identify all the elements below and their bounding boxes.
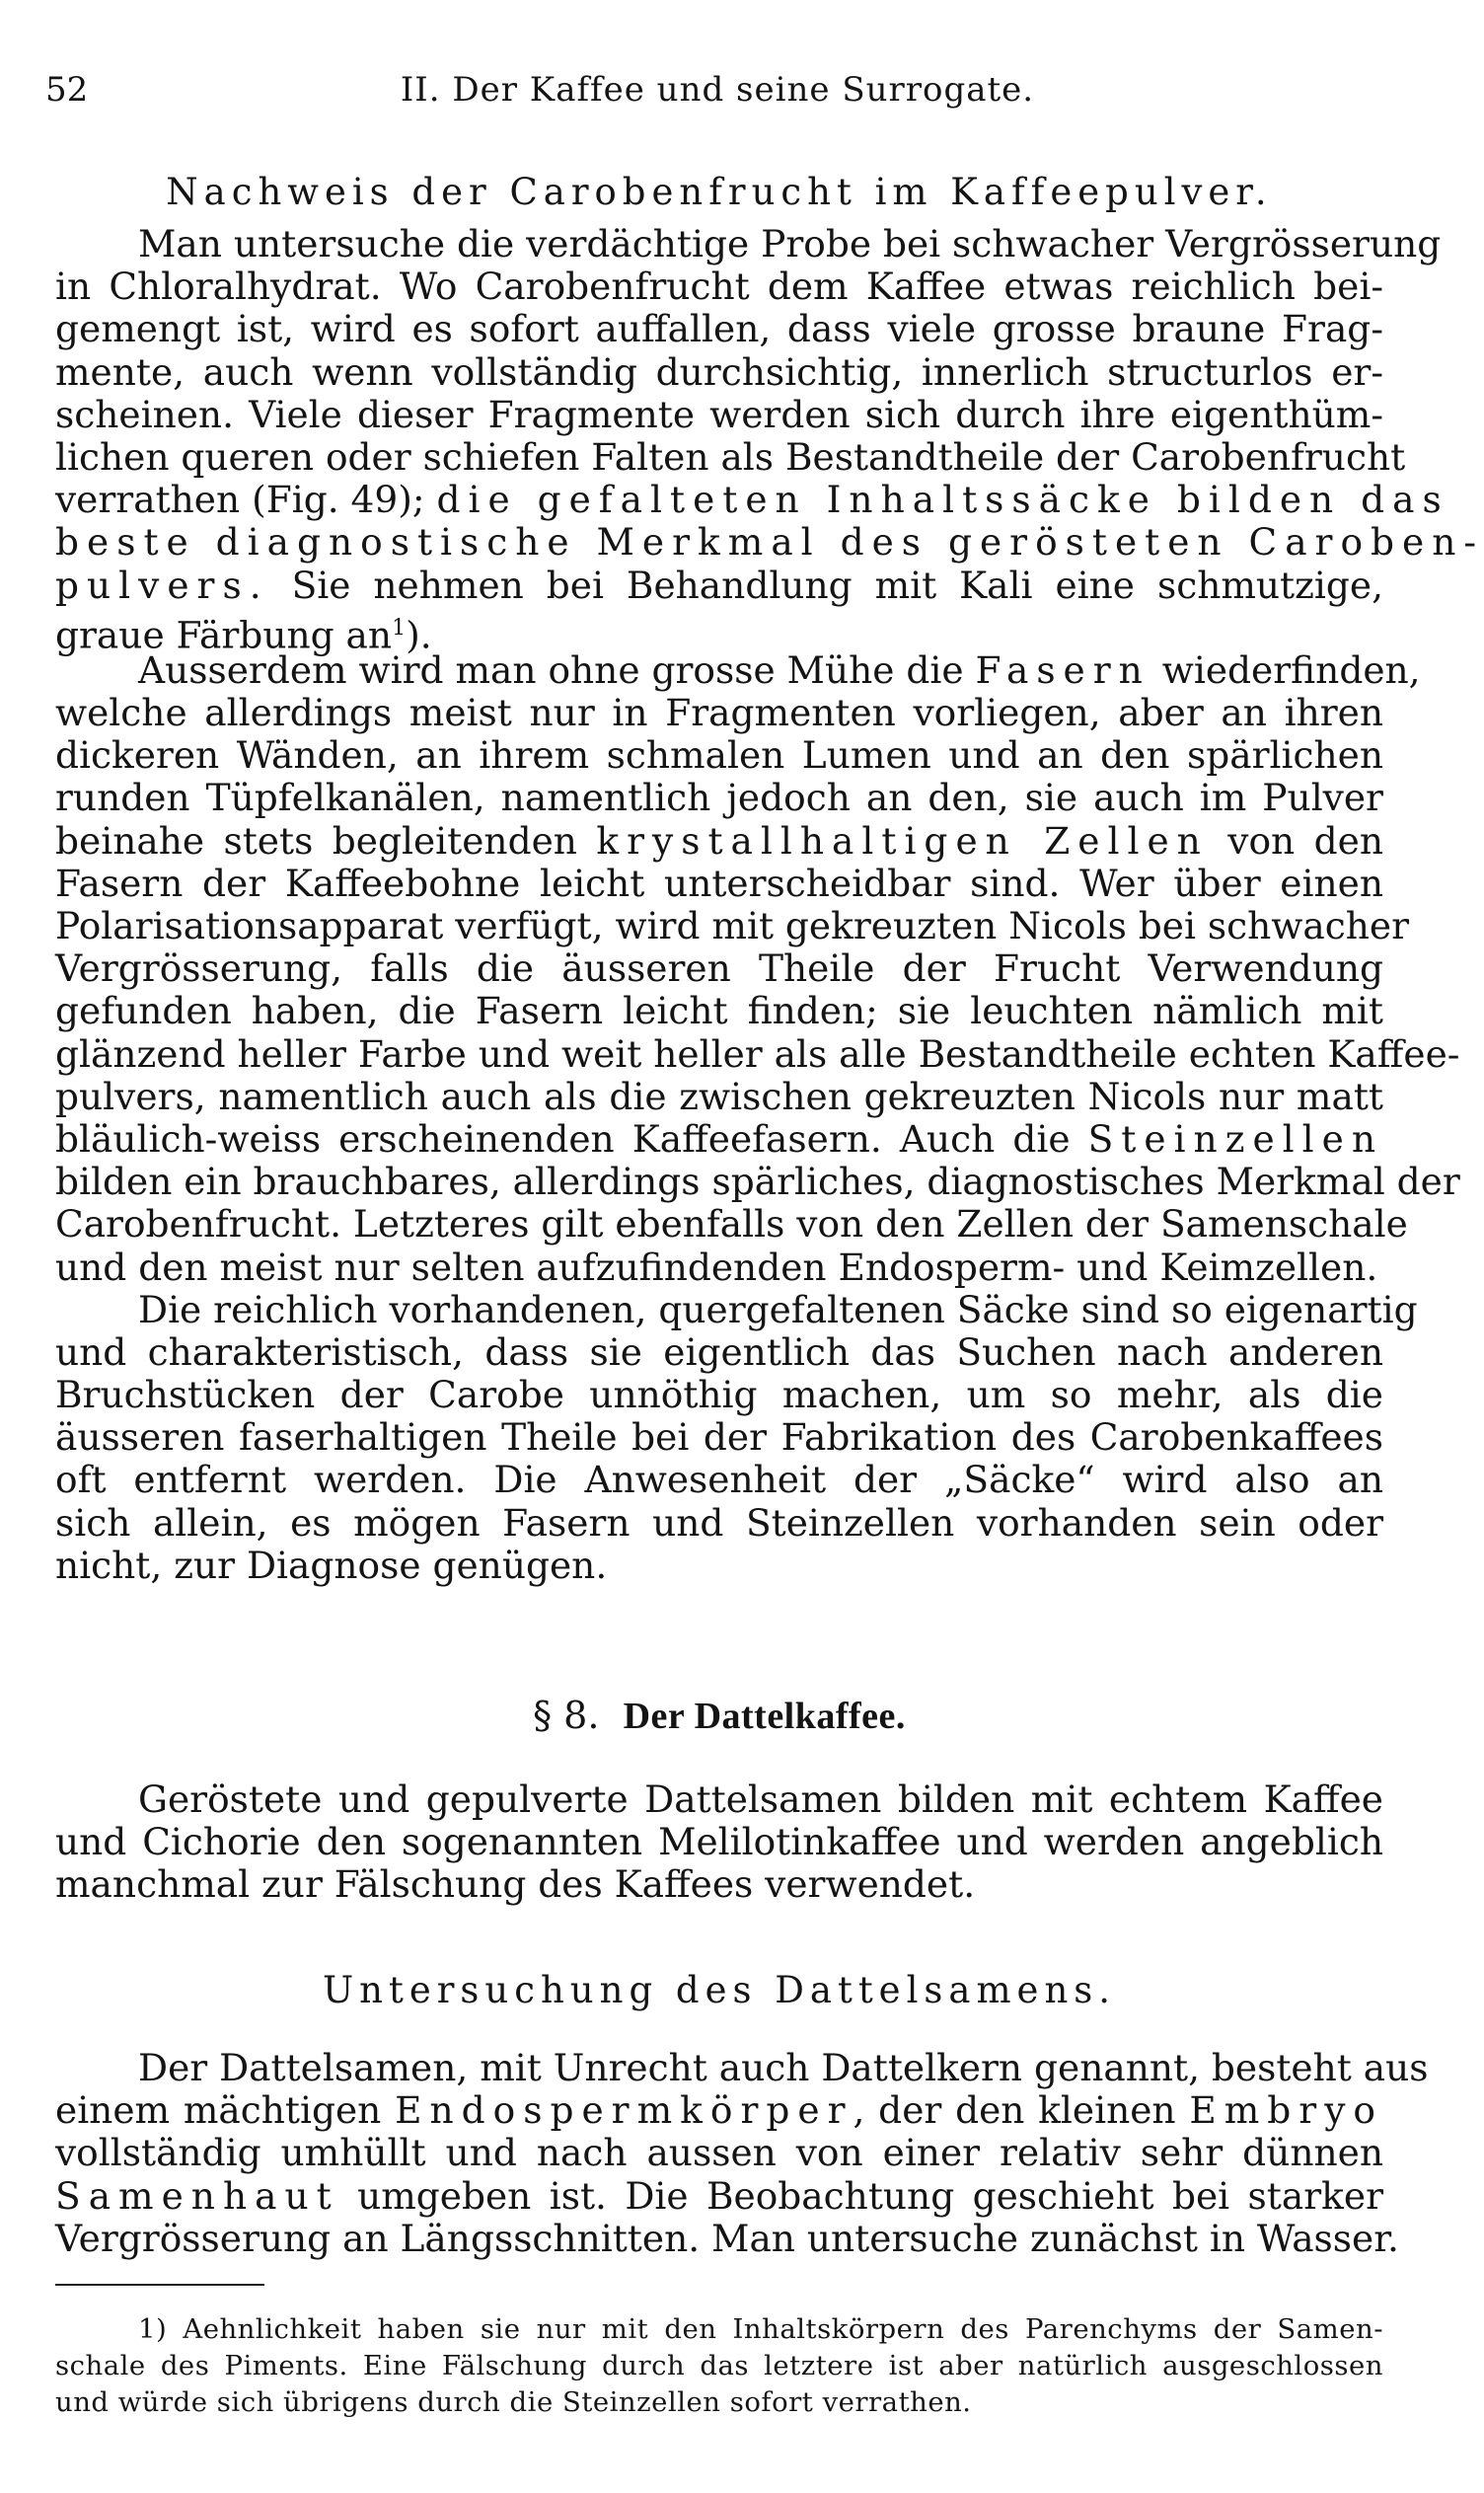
text-line: Man untersuche die verdächtige Probe bei schwacher Vergrösserung — [138, 222, 1442, 265]
text-line: dickeren Wänden, an ihrem schmalen Lumen und an den spärlichen — [55, 733, 1383, 778]
text-line: Fasern der Kaffeebohne leicht unterscheidbar sind. Wer über einen — [55, 861, 1383, 905]
text-line: gemengt ist, wird es sofort auffallen, dass viele grosse braune Frag- — [55, 307, 1383, 351]
text-line: Die reichlich vorhandenen, quergefaltenen Säcke sind so eigenartig — [138, 1287, 1418, 1331]
text-run: bläulich-weiss erscheinenden Kaffeefasern. Auch die — [55, 1116, 1088, 1161]
footnote-line: schale des Piments. Eine Fälschung durch das letztere ist aber natürlich ausgeschlossen — [55, 2350, 1383, 2381]
text-line: pulvers, namentlich auch als die zwischen gekreuzten Nicols nur matt — [55, 1074, 1383, 1118]
spaced-emphasis: krystallhaltigen Zellen — [596, 818, 1209, 863]
text-run: Ausserdem wird man ohne grosse Mühe die — [138, 647, 976, 692]
carob-heading: Nachweis der Carobenfrucht im Kaffeepulver. — [166, 171, 1273, 213]
spaced-emphasis: pulvers. — [55, 563, 269, 607]
text-run: graue Färbung an — [55, 613, 393, 657]
text-line: und den meist nur selten aufzufindenden Endosperm- und Keimzellen. — [55, 1245, 1378, 1289]
spaced-emphasis: die gefalteten Inhaltssäcke bilden das — [436, 478, 1449, 522]
text-line — [55, 820, 1383, 863]
text-line — [55, 520, 1484, 565]
running-head: II. Der Kaffee und seine Surrogate. — [400, 70, 1035, 110]
text-line: mente, auch wenn vollständig durchsichtig, innerlich structurlos er- — [55, 349, 1383, 394]
text-run: umgeben ist. Die Beobachtung geschieht bei starker — [338, 2173, 1383, 2218]
text-line: Vergrösserung an Längsschnitten. Man untersuche zunächst in Wasser. — [55, 2216, 1399, 2260]
text-run: Sie nehmen bei Behandlung mit Kali eine schmutzige, — [268, 563, 1383, 607]
text-run: ). — [406, 613, 432, 657]
text-line: Bruchstücken der Carobe unnöthig machen, um so mehr, als die — [55, 1373, 1383, 1417]
text-line: äusseren faserhaltigen Theile bei der Fabrikation des Carobenkaffees — [55, 1415, 1383, 1460]
section-intro — [55, 1778, 1383, 1907]
text-line: Carobenfrucht. Letzteres gilt ebenfalls von den Zellen der Samenschale — [55, 1202, 1408, 1246]
text-line: nicht, zur Diagnose genügen. — [55, 1543, 608, 1587]
spaced-emphasis: Steinzellen — [1087, 1116, 1383, 1161]
text-line: in Chloralhydrat. Wo Carobenfrucht dem Kaffee etwas reichlich bei- — [55, 264, 1383, 309]
text-line: gefunden haben, die Fasern leicht finden; sie leuchten nämlich mit — [55, 989, 1383, 1033]
text-line: glänzend heller Farbe und weit heller als alle Bestandtheile echten Kaffee- — [55, 1031, 1460, 1076]
text-line: Der Dattelsamen, mit Unrecht auch Dattelkern genannt, besteht aus — [138, 2046, 1429, 2089]
section-heading: Der Dattelkaffee. — [623, 1696, 906, 1737]
text-line — [55, 1118, 1383, 1161]
text-line — [55, 478, 1449, 522]
text-line: lichen queren oder schiefen Falten als Bestandtheile der Carobenfrucht — [55, 434, 1406, 479]
spaced-emphasis: Samenhaut — [55, 2173, 339, 2218]
text-line: manchmal zur Fälschung des Kaffees verwendet. — [55, 1862, 976, 1907]
text-line: welche allerdings meist nur in Fragmenten vorliegen, aber an ihren — [55, 691, 1383, 735]
text-line: scheinen. Viele dieser Fragmente werden sich durch ihre eigenthüm- — [55, 392, 1383, 436]
section-title — [55, 1690, 1383, 1742]
text-line: vollständig umhüllt und nach aussen von einer relativ sehr dünnen — [55, 2131, 1383, 2175]
text-line: und charakteristisch, dass sie eigentlich das Suchen nach anderen — [55, 1329, 1383, 1374]
text-line: Geröstete und gepulverte Dattelsamen bilden mit echtem Kaffee — [138, 1777, 1383, 1821]
text-line — [55, 2175, 1383, 2218]
footnote-marker: 1 — [392, 615, 407, 641]
footnote-line: und würde sich übrigens durch die Steinzellen sofort verrathen. — [55, 2386, 972, 2418]
text-line — [55, 565, 1383, 607]
footnote-rule — [55, 2284, 264, 2286]
text-line: Polarisationsapparat verfügt, wird mit gekreuzten Nicols bei schwacher — [55, 904, 1409, 947]
date-body — [55, 2046, 1429, 2260]
text-run: einem mächtigen — [55, 2088, 396, 2133]
text-line — [55, 2089, 1383, 2132]
spaced-emphasis: Embryo — [1189, 2088, 1383, 2133]
date-heading: Untersuchung des Dattelsamens. — [322, 1969, 1117, 2011]
text-run: , der den kleinen — [853, 2088, 1190, 2133]
text-run: wiederfinden, — [1150, 647, 1421, 692]
text-line: Vergrösserung, falls die äusseren Theile der Frucht Verwendung — [55, 946, 1383, 991]
page-number: 52 — [45, 70, 89, 110]
text-line — [55, 647, 1421, 692]
text-run: von den — [1208, 818, 1383, 863]
text-line: runden Tüpfelkanälen, namentlich jedoch an den, sie auch im Pulver — [55, 776, 1383, 820]
section-number: § 8. — [533, 1694, 600, 1737]
footnote — [55, 2311, 1383, 2421]
text-line: oft entfernt werden. Die Anwesenheit der „Säcke“ wird also an — [55, 1458, 1383, 1502]
spaced-emphasis: Fasern — [975, 647, 1150, 692]
spaced-emphasis: beste diagnostische Merkmal des gerösteten Caroben- — [55, 520, 1484, 565]
text-run: verrathen (Fig. 49); — [55, 478, 437, 522]
footnote-line: 1) Aehnlichkeit haben sie nur mit den Inhaltskörpern des Parenchyms der Samen- — [138, 2313, 1383, 2345]
text-line: sich allein, es mögen Fasern und Steinzellen vorhanden sein oder — [55, 1500, 1383, 1545]
text-line — [55, 607, 1383, 657]
text-line: und Cichorie den sogenannten Melilotinkaffee und werden angeblich — [55, 1820, 1383, 1864]
spaced-emphasis: Endospermkörper — [395, 2088, 853, 2133]
text-line: bilden ein brauchbares, allerdings spärliches, diagnostisches Merkmal der — [55, 1160, 1460, 1204]
carob-body — [55, 222, 1484, 1587]
text-run: beinahe stets begleitenden — [55, 818, 597, 863]
page-header — [45, 65, 1389, 114]
